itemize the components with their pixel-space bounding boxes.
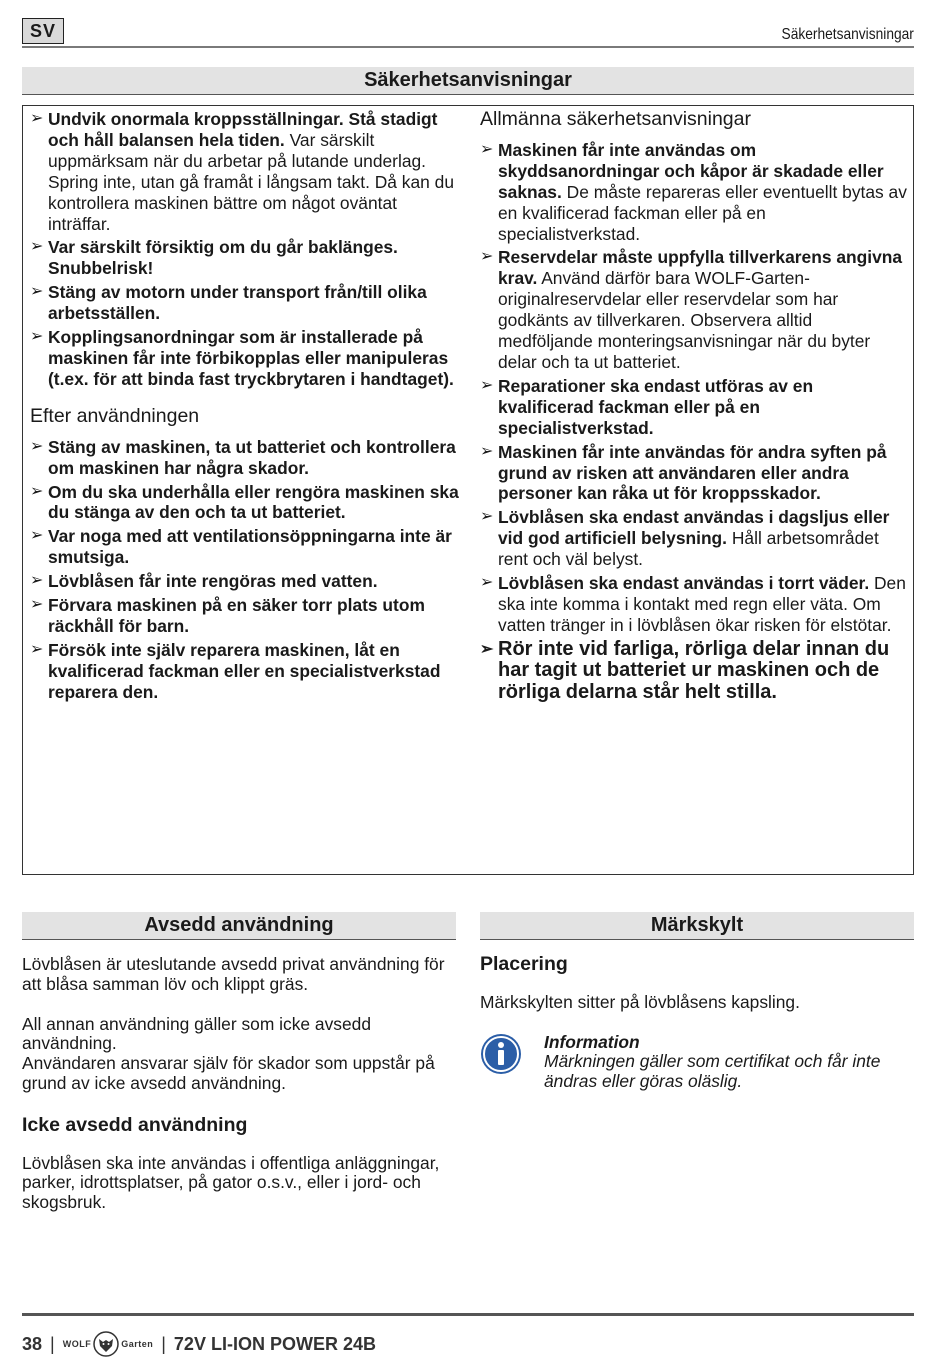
after-use-heading: Efter användningen <box>30 404 200 427</box>
wolf-head-icon <box>93 1331 119 1357</box>
bullet-item <box>480 247 908 372</box>
arrow-bullet-icon: ➢ <box>30 238 44 256</box>
running-header-title: Säkerhetsanvisningar <box>781 26 914 43</box>
bullet-item <box>480 442 908 505</box>
other-use-paragraph <box>22 1015 456 1094</box>
other-use-line: All annan användning gäller som icke avsedd användning. <box>22 1013 372 1054</box>
rating-plate-bar <box>480 912 914 940</box>
bullet-item-bold-text: Maskinen får inte användas om skyddsanordningar och kåpor är skadade eller saknas. <box>498 139 884 202</box>
bullet-item <box>30 282 460 324</box>
bullet-item-bold-text: Maskinen får inte användas för andra syften på grund av risken att användaren eller andra personer kan råka ut för kroppsskador. <box>498 441 887 504</box>
after-use-items-list <box>30 437 460 703</box>
arrow-bullet-icon: ➢ <box>30 482 44 500</box>
bullet-item <box>30 109 460 234</box>
bullet-item-bold-text: Stäng av motorn under transport från/till olika arbetsställen. <box>48 282 427 324</box>
bullet-item <box>30 640 460 703</box>
not-intended-heading: Icke avsedd användning <box>22 1113 248 1136</box>
intended-use-title: Avsedd användning <box>144 914 334 936</box>
bullet-item-text: Var särskilt uppmärksam när du arbetar på lutande underlag. Spring inte, utan gå framåt i långsam takt. Då kan du kontrollera maskinen bättre om något oväntat inträffar. <box>48 129 455 234</box>
intended-use-content <box>22 955 456 1233</box>
bullet-item-bold-text: Kopplingsanordningar som är installerade på maskinen får inte förbikopplas eller manipuleras (t.ex. för att binda fast tryckbrytaren i handtaget). <box>48 327 454 389</box>
brand-logo-right: Garten <box>121 1339 154 1349</box>
page-number: 38 <box>22 1333 43 1354</box>
bullet-item-bold-text: Lövblåsen får inte rengöras med vatten. <box>48 571 378 592</box>
arrow-bullet-icon: ➢ <box>480 442 494 460</box>
general-safety-heading: Allmänna säkerhetsanvisningar <box>480 108 751 130</box>
arrow-bullet-icon: ➢ <box>30 527 44 545</box>
arrow-bullet-icon: ➢ <box>30 596 44 614</box>
section-title-bar <box>22 67 914 95</box>
right-column <box>480 109 908 706</box>
rating-plate-content <box>480 955 914 1097</box>
bullet-item-bold-text: Försök inte själv reparera maskinen, låt en kvalificerad fackman eller en specialistverkstad reparera den. <box>48 639 441 702</box>
section-title: Säkerhetsanvisningar <box>364 69 572 91</box>
bullet-item <box>30 437 460 479</box>
arrow-bullet-icon: ➢ <box>480 376 494 394</box>
information-body: Märkningen gäller som certifikat och får inte ändras eller göras oläslig. <box>544 1051 881 1091</box>
bullet-item-text: Den ska inte komma i kontakt med regn eller väta. Om vatten tränger in i lövblåsen ökar risken för elstötar. <box>498 573 906 635</box>
footer-separator-2: | <box>161 1333 166 1354</box>
information-title: Information <box>544 1031 640 1052</box>
bullet-item <box>30 595 460 637</box>
footer-divider <box>22 1313 914 1316</box>
left-column <box>30 109 460 706</box>
placement-heading: Placering <box>480 953 568 975</box>
bullet-item-bold-text: Lövblåsen ska endast användas i dagsljus eller vid god artificiell belysning. <box>498 507 890 549</box>
bullet-item <box>480 507 908 570</box>
arrow-bullet-icon: ➢ <box>30 572 44 590</box>
footer-separator: | <box>50 1333 55 1354</box>
bullet-item-bold-text: Reparationer ska endast utföras av en kvalificerad fackman eller på en specialistverkstad. <box>498 375 814 438</box>
placement-text: Märkskylten sitter på lövblåsens kapsling. <box>480 991 800 1012</box>
bullet-item <box>30 526 460 568</box>
arrow-bullet-icon: ➢ <box>480 508 494 526</box>
rating-plate-title: Märkskylt <box>650 914 744 936</box>
general-items-list <box>480 140 908 636</box>
final-warning-text: Rör inte vid farliga, rörliga delar innan du har tagit ut batteriet ur maskinen och de rörliga delarna står helt stilla. <box>498 637 890 703</box>
arrow-bullet-icon: ➢ <box>30 110 44 127</box>
information-note <box>480 1033 914 1097</box>
bullet-item <box>480 376 908 439</box>
bullet-item <box>480 140 908 245</box>
intended-use-bar <box>22 912 456 940</box>
intended-use-paragraph: Lövblåsen är uteslutande avsedd privat användning för att blåsa samman löv och klippt gräs. <box>22 954 445 994</box>
bullet-item-bold-text: Stäng av maskinen, ta ut batteriet och kontrollera om maskinen har några skador. <box>48 436 456 478</box>
bullet-item-bold-text: Förvara maskinen på en säker torr plats utom räckhåll för barn. <box>48 595 425 636</box>
bullet-item-text: Använd därför bara WOLF-Garten-originalreservdelar eller reservdelar som har godkänts av tillverkaren. Observera alltid medföljande monteringsanvisningar när du byter delar och ta ut batteriet. <box>498 268 871 372</box>
footer <box>22 1331 376 1357</box>
bullet-item <box>30 571 460 592</box>
bullet-item-bold-text: Reservdelar måste uppfylla tillverkarens angivna krav. <box>498 247 903 289</box>
left-items-list <box>30 109 460 390</box>
info-icon <box>480 1033 522 1075</box>
final-warning-item <box>480 639 908 704</box>
arrow-bullet-icon: ➢ <box>30 328 44 346</box>
bullet-item <box>30 327 460 390</box>
arrow-bullet-icon: ➢ <box>30 437 44 455</box>
bullet-item-bold-text: Var särskilt försiktig om du går baklänges. Snubbelrisk! <box>48 237 398 279</box>
bullet-item-bold-text: Om du ska underhålla eller rengöra maskinen ska du stänga av den och ta ut batteriet. <box>48 481 459 523</box>
bullet-item <box>480 573 908 636</box>
arrow-bullet-icon: ➢ <box>30 283 44 301</box>
bullet-item-text: Håll arbetsområdet rent och väl belyst. <box>498 528 879 570</box>
not-intended-paragraph: Lövblåsen ska inte användas i offentliga anläggningar, parker, idrottsplatser, på gator o.s.v., eller i jord- och skogsbruk. <box>22 1152 440 1213</box>
bullet-item-text: De måste repareras eller eventuellt bytas av en kvalificerad fackman eller på en specialistverkstad. <box>498 181 907 244</box>
language-tag: SV <box>22 18 64 44</box>
bullet-item <box>30 237 460 279</box>
bullet-item-bold-text: Var noga med att ventilationsöppningarna inte är smutsiga. <box>48 526 452 568</box>
arrow-bullet-icon: ➢ <box>480 248 494 266</box>
bullet-item <box>30 482 460 524</box>
arrow-bullet-icon: ➢ <box>480 140 494 158</box>
bullet-item-bold-text: Undvik onormala kroppsställningar. Stå stadigt och håll balansen hela tiden. <box>48 109 438 150</box>
brand-logo-left: WOLF <box>62 1339 92 1349</box>
arrow-bullet-icon: ➢ <box>480 640 494 658</box>
bullet-item-bold-text: Lövblåsen ska endast användas i torrt väder. <box>498 573 870 594</box>
information-text-block <box>544 1033 914 1092</box>
liability-line: Användaren ansvarar själv för skador som uppstår på grund av icke avsedd användning. <box>22 1053 435 1093</box>
arrow-bullet-icon: ➢ <box>480 574 494 592</box>
product-name: 72V LI-ION POWER 24B <box>173 1333 376 1354</box>
brand-logo <box>63 1331 154 1357</box>
arrow-bullet-icon: ➢ <box>30 640 44 658</box>
header-divider <box>22 46 914 48</box>
